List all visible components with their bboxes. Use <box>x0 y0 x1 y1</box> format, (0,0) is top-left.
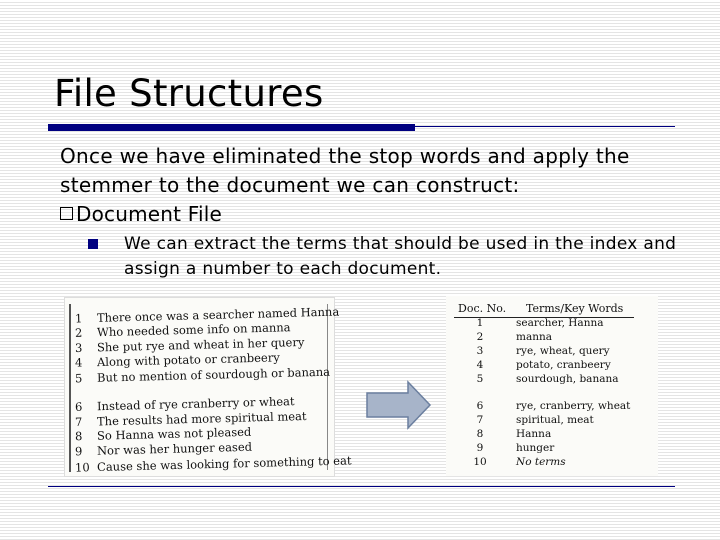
terms-table-header-terms: Terms/Key Words <box>526 302 624 315</box>
scan-edge <box>69 304 71 472</box>
terms-table-row-number: 1 <box>476 317 484 329</box>
slide-title: File Structures <box>54 72 324 115</box>
scan-edge <box>327 304 328 470</box>
terms-table-row-number: 8 <box>476 428 484 440</box>
filled-square-bullet-icon <box>88 239 98 249</box>
terms-table-row-number: 9 <box>476 442 484 454</box>
terms-table-row-number: 10 <box>473 456 487 468</box>
terms-table-row-number: 3 <box>476 345 484 357</box>
terms-table-row-terms: rye, cranberry, wheat <box>516 400 631 412</box>
terms-table-row-terms: manna <box>516 331 553 343</box>
terms-table-row-terms: rye, wheat, query <box>516 345 610 357</box>
terms-table-row-terms: potato, cranbeery <box>516 359 611 371</box>
terms-table-image <box>446 296 658 476</box>
document-line-number: 5 <box>74 371 83 386</box>
body-text: Once we have eliminated the stop words and apply the stemmer to the document we can construct: <box>60 144 630 197</box>
document-line-number: 4 <box>74 355 83 370</box>
terms-table-row-number: 4 <box>476 359 484 371</box>
terms-table-row-terms: hunger <box>516 442 555 454</box>
document-line-text: There once was a searcher named Hanna <box>96 304 340 325</box>
document-line-text: The results had more spiritual meat <box>96 408 307 429</box>
document-line-number: 3 <box>74 340 83 355</box>
terms-table-row-number: 7 <box>476 414 484 426</box>
terms-table-row-terms: spiritual, meat <box>516 414 594 426</box>
terms-table-row-terms: sourdough, banana <box>516 373 619 385</box>
document-line-number: 8 <box>74 429 83 444</box>
document-line-number: 2 <box>74 325 83 340</box>
terms-table-row-terms: Hanna <box>516 428 552 440</box>
terms-table-row-number: 2 <box>476 331 484 343</box>
terms-table-row-terms: No terms <box>516 456 566 468</box>
document-line-text: Who needed some info on manna <box>96 320 291 340</box>
bullet-document-file-label: Document File <box>76 202 223 226</box>
document-line-text: Instead of rye cranberry or wheat <box>96 394 295 414</box>
bullet-extract-terms-label: We can extract the terms that should be used in the index and assign a number to each document. <box>124 234 677 279</box>
document-line-number: 10 <box>74 460 90 475</box>
document-line-number: 1 <box>74 311 83 326</box>
document-line-number: 9 <box>74 444 83 459</box>
terms-table-row-terms: searcher, Hanna <box>516 317 604 329</box>
document-line-text: Along with potato or cranbeery <box>96 350 280 370</box>
document-line-text: She put rye and wheat in her query <box>96 335 305 355</box>
terms-table-row-number: 6 <box>476 400 484 412</box>
document-line-text: But no mention of sourdough or banana <box>96 364 331 385</box>
terms-table-row-number: 5 <box>476 373 484 385</box>
scanned-document-image <box>64 297 352 477</box>
terms-table-header-doc-no: Doc. No. <box>458 302 507 315</box>
bottom-rule <box>48 486 675 487</box>
document-line-text: Cause she was looking for something to eat <box>96 453 352 475</box>
document-line-text: So Hanna was not pleased <box>96 424 252 443</box>
title-underline-thick <box>48 124 415 131</box>
bullet-extract-terms <box>88 232 698 282</box>
document-line-text: Nor was her hunger eased <box>96 439 253 458</box>
hollow-square-bullet-icon <box>60 207 73 220</box>
right-arrow-icon <box>366 380 432 430</box>
document-line-number: 7 <box>74 414 83 430</box>
document-line-number: 6 <box>74 399 83 414</box>
bullet-document-file <box>60 201 222 227</box>
